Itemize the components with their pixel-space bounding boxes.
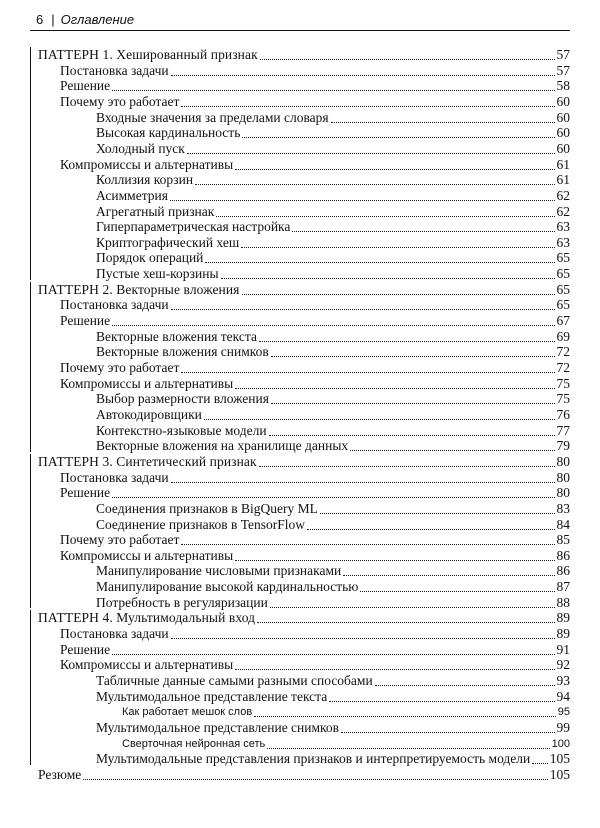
toc-entry-page: 75 (556, 391, 570, 407)
toc-entry-page: 85 (556, 532, 570, 548)
toc-entry-title: Коллизия корзин (96, 172, 194, 188)
toc-entry-title: Агрегатный признак (96, 203, 215, 219)
toc-entry-page: 60 (556, 93, 570, 109)
page-number: 6 (36, 12, 44, 27)
toc-entry-page: 89 (556, 626, 570, 642)
toc-entry-page: 63 (556, 234, 570, 250)
toc-entry-page: 105 (549, 751, 570, 767)
toc-entry-page: 65 (556, 297, 570, 313)
toc-entry-page: 60 (556, 140, 570, 156)
toc-entry-page: 86 (556, 547, 570, 563)
toc-entry-title: Решение (60, 313, 111, 329)
header-separator: | (51, 12, 55, 27)
chapter-bracket (30, 454, 39, 609)
toc-entry-page: 83 (556, 500, 570, 516)
dot-leader (83, 779, 547, 780)
toc-entry-title: Порядок операций (96, 250, 204, 266)
toc-entry-page: 88 (556, 594, 570, 610)
toc-entry-page: 75 (556, 375, 570, 391)
toc-entry-title: Манипулирование высокой кардинальностью (96, 579, 359, 595)
toc-entry-title: ПАТТЕРН 2. Векторные вложения (38, 281, 240, 297)
toc-entry-page: 69 (556, 328, 570, 344)
toc-entry-title: Гиперпараметрическая настройка (96, 219, 291, 235)
toc-entry-page: 62 (556, 187, 570, 203)
toc-entry-title: Векторные вложения на хранилище данных (96, 438, 349, 454)
toc-entry-title: Криптографический хеш (96, 234, 240, 250)
toc-entry-title: Постановка задачи (60, 469, 169, 485)
chapter-bracket (30, 610, 39, 765)
toc-entry-page: 57 (556, 47, 570, 62)
toc-entry-title: ПАТТЕРН 3. Синтетический признак (38, 453, 257, 469)
toc-entry-title: Соединение признаков в TensorFlow (96, 516, 306, 532)
toc-entry-title: Высокая кардинальность (96, 125, 241, 141)
toc-entry-title: Асимметрия (96, 187, 168, 203)
toc-entry-title: Решение (60, 641, 111, 657)
toc-entry-title: Соединения признаков в BigQuery ML (96, 500, 318, 516)
toc-entry-page: 62 (556, 203, 570, 219)
toc-entry-page: 87 (556, 579, 570, 595)
section-title: Оглавление (60, 12, 135, 27)
toc-entry-page: 72 (556, 344, 570, 360)
toc-entry-title: Решение (60, 78, 111, 94)
toc-entry-title: Почему это работает (60, 532, 180, 548)
toc-entry-page: 79 (556, 438, 570, 454)
toc-entry-page: 61 (556, 172, 570, 188)
toc-entry-page: 65 (556, 250, 570, 266)
toc-entry-page: 80 (556, 485, 570, 501)
toc-entry-title: Почему это работает (60, 93, 180, 109)
toc-entry-page: 94 (556, 688, 570, 704)
toc-entry-page: 57 (556, 62, 570, 78)
toc-entry-title: Решение (60, 485, 111, 501)
toc-entry-page: 80 (556, 453, 570, 469)
toc-entry-page: 65 (556, 281, 570, 297)
toc-entry-title: Резюме (38, 766, 82, 782)
toc-entry-title: Манипулирование числовыми признаками (96, 563, 342, 579)
toc-chapter-entry (30, 765, 570, 783)
toc-entry-title: Постановка задачи (60, 62, 169, 78)
toc-entry-page: 63 (556, 219, 570, 235)
toc-entry-title: Автокодировщики (96, 406, 202, 422)
toc-entry-title: Потребность в регуляризации (96, 594, 268, 610)
toc-entry-title: Компромиссы и альтернативы (60, 547, 234, 563)
toc-entry-title: Компромиссы и альтернативы (60, 156, 234, 172)
toc-entry-title: Сверточная нейронная сеть (122, 737, 266, 750)
toc-entry-page: 76 (556, 406, 570, 422)
toc-entry-page: 95 (557, 706, 570, 719)
toc-entry-page: 77 (556, 422, 570, 438)
toc-entry-title: Входные значения за пределами словаря (96, 109, 329, 125)
toc-entry-title: ПАТТЕРН 4. Мультимодальный вход (38, 610, 256, 626)
toc-entry-page: 60 (556, 109, 570, 125)
chapter-bracket (30, 282, 39, 452)
toc-entry-title: Выбор размерности вложения (96, 391, 269, 407)
toc-entry-page: 72 (556, 360, 570, 375)
toc-entry-title: Пустые хеш-корзины (96, 266, 219, 282)
toc-entry-page: 67 (556, 313, 570, 329)
toc-entry-title: Контекстно-языковые модели (96, 422, 267, 438)
toc-entry-page: 86 (556, 563, 570, 579)
toc-entry-title: Векторные вложения снимков (96, 344, 269, 360)
toc-entry-page: 99 (556, 719, 570, 735)
toc-entry-title: Почему это работает (60, 360, 180, 375)
toc-entry-page: 93 (556, 673, 570, 688)
toc-entry-title: Мультимодальные представления признаков и интерпретируемость модели (96, 751, 531, 767)
toc-entry-page: 65 (556, 266, 570, 282)
toc-entry-title: Мультимодальное представление текста (96, 688, 328, 704)
toc-entry-page: 60 (556, 125, 570, 141)
toc-entry-page: 100 (551, 737, 570, 750)
toc-entry-title: Постановка задачи (60, 297, 169, 313)
toc-entry-title: ПАТТЕРН 1. Хешированный признак (38, 47, 258, 62)
toc-entry-page: 84 (556, 516, 570, 532)
running-header (36, 12, 134, 27)
toc-entry-title: Компромиссы и альтернативы (60, 657, 234, 673)
toc-entry-title: Постановка задачи (60, 626, 169, 642)
toc-entry-page: 61 (556, 156, 570, 172)
toc-entry-page: 91 (556, 641, 570, 657)
toc-entry-title: Как работает мешок слов (122, 706, 253, 719)
toc-entry-page: 89 (556, 610, 570, 626)
toc-entry-page: 58 (556, 78, 570, 94)
toc-entry-page: 80 (556, 469, 570, 485)
toc-entry-title: Табличные данные самыми разными способами (96, 673, 373, 688)
header-rule (30, 30, 570, 31)
chapter-bracket (30, 47, 39, 280)
toc-entry-title: Холодный пуск (96, 140, 185, 156)
toc-entry-title: Векторные вложения текста (96, 328, 257, 344)
toc-entry-title: Мультимодальное представление снимков (96, 719, 340, 735)
toc-entry-page: 105 (549, 766, 570, 782)
toc-entry-page: 92 (556, 657, 570, 673)
toc-entry-title: Компромиссы и альтернативы (60, 375, 234, 391)
